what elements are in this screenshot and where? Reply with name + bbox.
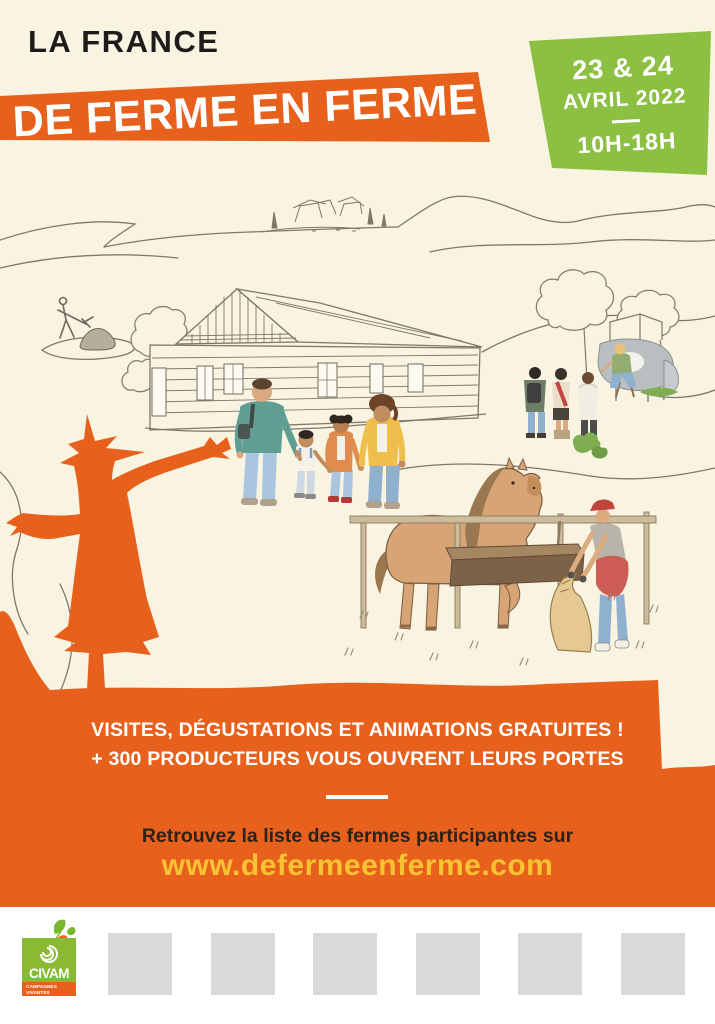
civam-tagline-line1: CAMPAGNES	[26, 985, 57, 990]
info-divider	[326, 795, 388, 799]
badge-divider	[612, 119, 640, 123]
website-url: www.defermeenferme.com	[161, 849, 554, 882]
badge-dates: 23 & 24	[571, 50, 675, 86]
partner-logo-placeholder	[621, 933, 685, 995]
website-lead-text: Retrouvez la liste des fermes participantes sur	[141, 825, 574, 847]
civam-tagline-line2: VIVANTES	[26, 991, 50, 996]
partner-logo-placeholder	[518, 933, 582, 995]
civam-logo	[22, 918, 76, 1002]
partner-logos-row	[108, 933, 685, 995]
date-badge	[526, 33, 715, 176]
partner-logo-placeholder	[108, 933, 172, 995]
region-label: LA FRANCE	[28, 24, 220, 59]
civam-sprout-icon	[54, 920, 76, 941]
event-title: DE FERME EN FERME	[11, 75, 479, 147]
badge-month-year: AVRIL 2022	[562, 84, 688, 114]
partner-logo-placeholder	[211, 933, 275, 995]
info-highlight-line1: VISITES, DÉGUSTATIONS ET ANIMATIONS GRATUITES !	[91, 719, 624, 741]
partner-logo-placeholder	[416, 933, 480, 995]
partner-logo-placeholder	[313, 933, 377, 995]
info-highlight-line2: + 300 PRODUCTEURS VOUS OUVRENT LEURS PORTES	[91, 748, 624, 770]
badge-hours: 10H-18H	[576, 127, 678, 159]
civam-name: CIVAM	[29, 966, 69, 981]
